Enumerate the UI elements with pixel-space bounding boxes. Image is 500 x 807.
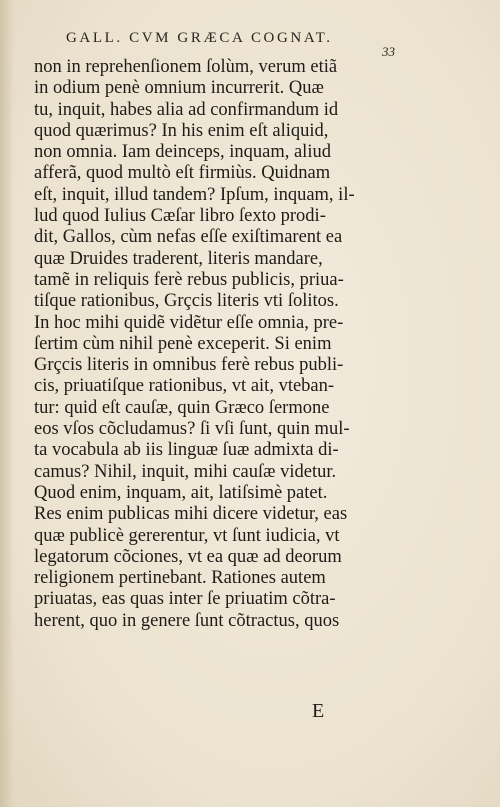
text-line: Grçcis literis in omnibus ferè rebus publi-	[34, 355, 344, 376]
text-line: tiſque rationibus, Grçcis literis vti ſolitos.	[34, 291, 339, 312]
text-line: non in reprehenſionem ſolùm, verum etiã	[34, 57, 338, 77]
text-line: Res enim publicas mihi dicere videtur, eas	[34, 504, 348, 525]
text-line: tur: quid eſt cauſæ, quin Græco ſermone	[34, 397, 330, 418]
text-line: quæ publicè gererentur, vt ſunt iudicia, vt	[34, 525, 340, 546]
text-line: quod quærimus? In his enim eſt aliquid,	[34, 120, 329, 141]
text-line: cis, priuatiſque rationibus, vt ait, vteban-	[34, 376, 335, 397]
text-line: priuatas, eas quas inter ſe priuatim cõtra-	[34, 589, 336, 610]
text-line: eos vſos cõcludamus? ſi vſi ſunt, quin mul-	[34, 419, 350, 440]
text-line: ta vocabula ab iis linguæ ſuæ admixta di-	[34, 440, 339, 461]
text-line: legatorum cõciones, vt ea quæ ad deorum	[34, 546, 342, 567]
text-line: lud quod Iulius Cæſar libro ſexto prodi-	[34, 206, 326, 227]
text-line: In hoc mihi quidẽ vidẽtur eſſe omnia, pre-	[34, 312, 344, 333]
text-line: Quod enim, inquam, ait, latiſsimè patet.	[34, 482, 328, 503]
text-line: eſt, inquit, illud tandem? Ipſum, inquam, il-	[34, 184, 355, 205]
text-line: dit, Gallos, cùm nefas eſſe exiſtimarent ea	[34, 227, 343, 248]
text-line: non omnia. Iam deinceps, inquam, aliud	[34, 142, 331, 163]
text-line: camus? Nihil, inquit, mihi cauſæ videtur.	[34, 461, 337, 482]
page-gutter	[0, 0, 14, 807]
text-line: religionem pertinebant. Rationes autem	[34, 568, 326, 589]
text-line: afferã, quod multò eſt firmiùs. Quidnam	[34, 163, 331, 184]
text-line: in odium penè omnium incurrerit. Quæ	[34, 78, 324, 99]
text-line: herent, quo in genere ſunt cõtractus, quos	[34, 610, 340, 631]
body-text	[34, 57, 474, 632]
running-head: GALL. CVM GRÆCA COGNAT.	[66, 30, 333, 46]
text-line: tamẽ in reliquis ferè rebus publicis, priua-	[34, 269, 344, 290]
page-number: 33	[382, 44, 395, 59]
text-line: quæ Druides traderent, literis mandare,	[34, 248, 323, 269]
text-line: ſertim cùm nihil penè exceperit. Si enim	[34, 333, 332, 354]
signature-mark: E	[312, 700, 325, 722]
text-line: tu, inquit, habes alia ad confirmandum id	[34, 99, 339, 120]
